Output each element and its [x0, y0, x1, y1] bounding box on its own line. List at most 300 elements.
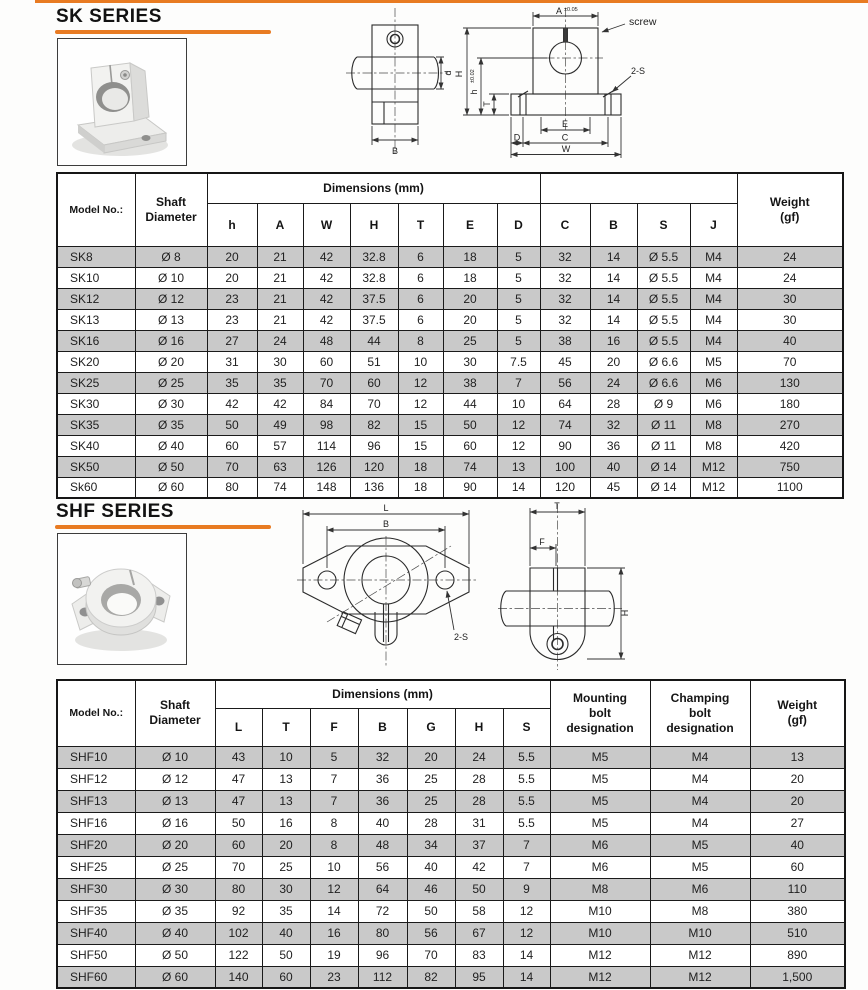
value-cell: 67 — [455, 922, 503, 944]
value-cell: 120 — [540, 477, 590, 498]
value-cell: 23 — [207, 288, 257, 309]
value-cell: 60 — [303, 351, 350, 372]
value-cell: M4 — [690, 246, 737, 267]
value-cell: M4 — [650, 746, 750, 768]
value-cell: 42 — [257, 393, 303, 414]
value-cell: 72 — [358, 900, 407, 922]
value-cell: M12 — [690, 477, 737, 498]
value-cell: 56 — [407, 922, 455, 944]
shf-table-body — [57, 746, 845, 988]
sk-col-j: J — [690, 203, 737, 246]
value-cell: 60 — [443, 435, 497, 456]
model-cell: SK50 — [57, 456, 135, 477]
value-cell: M12 — [690, 456, 737, 477]
value-cell: 42 — [455, 856, 503, 878]
shf-dim-l-label: L — [383, 503, 389, 513]
value-cell: 16 — [310, 922, 358, 944]
value-cell: 510 — [750, 922, 845, 944]
value-cell: 24 — [737, 246, 843, 267]
value-cell: Ø 50 — [135, 456, 207, 477]
table-row — [57, 246, 843, 267]
value-cell: 25 — [407, 768, 455, 790]
shaft-line2: Diameter — [145, 209, 197, 224]
value-cell: 90 — [443, 477, 497, 498]
table-row — [57, 790, 845, 812]
value-cell: 1100 — [737, 477, 843, 498]
value-cell: 20 — [443, 309, 497, 330]
value-cell: 180 — [737, 393, 843, 414]
sk-col-group-dimensions: Dimensions (mm) — [207, 173, 540, 203]
model-cell: SK20 — [57, 351, 135, 372]
value-cell: 45 — [540, 351, 590, 372]
value-cell: 14 — [310, 900, 358, 922]
value-cell: 28 — [455, 768, 503, 790]
value-cell: 50 — [407, 900, 455, 922]
value-cell: Ø 5.5 — [637, 288, 690, 309]
value-cell: 5 — [497, 330, 540, 351]
value-cell: 47 — [215, 790, 262, 812]
shaft-line1: Shaft — [156, 194, 186, 209]
table-row — [57, 477, 843, 498]
shf-dim-t-label: T — [554, 501, 560, 511]
value-cell: 7 — [310, 768, 358, 790]
table-row — [57, 435, 843, 456]
value-cell: 20 — [207, 267, 257, 288]
value-cell: M6 — [550, 856, 650, 878]
value-cell: 24 — [257, 330, 303, 351]
value-cell: 32 — [540, 288, 590, 309]
model-cell: SK40 — [57, 435, 135, 456]
value-cell: 27 — [750, 812, 845, 834]
value-cell: 50 — [443, 414, 497, 435]
value-cell: 31 — [455, 812, 503, 834]
table-row — [57, 878, 845, 900]
value-cell: 32 — [590, 414, 637, 435]
model-cell: SHF60 — [57, 966, 135, 988]
value-cell: 40 — [750, 834, 845, 856]
model-cell: SHF50 — [57, 944, 135, 966]
value-cell: Ø 13 — [135, 309, 207, 330]
sk-table-body — [57, 246, 843, 498]
value-cell: 70 — [350, 393, 398, 414]
shf-col-header-shaft — [135, 680, 215, 746]
value-cell: 112 — [358, 966, 407, 988]
value-cell: 7 — [503, 834, 550, 856]
value-cell: 18 — [398, 477, 443, 498]
sk-product-photo — [57, 38, 187, 166]
value-cell: 70 — [407, 944, 455, 966]
table-row — [57, 414, 843, 435]
value-cell: 36 — [358, 768, 407, 790]
value-cell: 64 — [358, 878, 407, 900]
value-cell: M8 — [550, 878, 650, 900]
value-cell: 74 — [443, 456, 497, 477]
value-cell: 12 — [497, 414, 540, 435]
value-cell: 46 — [407, 878, 455, 900]
sk-dim-dd-label: D — [513, 132, 521, 143]
value-cell: 12 — [503, 922, 550, 944]
value-cell: Ø 14 — [637, 477, 690, 498]
sk-col-group-extra — [540, 173, 737, 203]
shf-col-header-model: Model No.: — [57, 680, 135, 746]
sk-side-view-drawing — [338, 6, 462, 160]
value-cell: M5 — [690, 351, 737, 372]
sk-col-d: D — [497, 203, 540, 246]
value-cell: 14 — [590, 267, 637, 288]
value-cell: M6 — [650, 878, 750, 900]
model-cell: Sk60 — [57, 477, 135, 498]
sk-col-w: W — [303, 203, 350, 246]
value-cell: 15 — [398, 435, 443, 456]
value-cell: 64 — [540, 393, 590, 414]
value-cell: 20 — [590, 351, 637, 372]
shf-col-g: G — [407, 708, 455, 746]
value-cell: M12 — [650, 944, 750, 966]
value-cell: 148 — [303, 477, 350, 498]
value-cell: 57 — [257, 435, 303, 456]
value-cell: Ø 11 — [637, 414, 690, 435]
value-cell: 82 — [350, 414, 398, 435]
value-cell: M10 — [550, 922, 650, 944]
value-cell: 890 — [750, 944, 845, 966]
value-cell: 32 — [540, 267, 590, 288]
value-cell: 82 — [407, 966, 455, 988]
value-cell: 40 — [590, 456, 637, 477]
shf-section-title: SHF SERIES — [56, 501, 174, 522]
value-cell: 20 — [262, 834, 310, 856]
shf-table — [56, 679, 846, 989]
value-cell: 44 — [350, 330, 398, 351]
value-cell: 7 — [497, 372, 540, 393]
weight-line1: Weight — [769, 194, 810, 209]
shf-col-l: L — [215, 708, 262, 746]
value-cell: 270 — [737, 414, 843, 435]
sk-dim-c-label: C — [561, 132, 569, 143]
value-cell: M8 — [690, 435, 737, 456]
value-cell: 18 — [443, 267, 497, 288]
value-cell: 32 — [358, 746, 407, 768]
value-cell: 50 — [455, 878, 503, 900]
value-cell: 15 — [398, 414, 443, 435]
value-cell: 21 — [257, 288, 303, 309]
value-cell: 10 — [398, 351, 443, 372]
value-cell: 47 — [215, 768, 262, 790]
value-cell: 25 — [407, 790, 455, 812]
value-cell: 140 — [215, 966, 262, 988]
champing-line2: bolt — [689, 705, 711, 720]
model-cell: SK10 — [57, 267, 135, 288]
value-cell: 38 — [540, 330, 590, 351]
table-row — [57, 834, 845, 856]
table-row — [57, 768, 845, 790]
value-cell: M8 — [690, 414, 737, 435]
value-cell: 60 — [262, 966, 310, 988]
shf-side-geometry — [498, 504, 625, 670]
value-cell: Ø 40 — [135, 435, 207, 456]
model-cell: SK35 — [57, 414, 135, 435]
table-row — [57, 746, 845, 768]
value-cell: Ø 5.5 — [637, 267, 690, 288]
value-cell: 60 — [350, 372, 398, 393]
sk-dim-b-label: B — [391, 146, 399, 156]
value-cell: M12 — [550, 944, 650, 966]
shf-product-photo — [57, 533, 187, 665]
value-cell: Ø 40 — [135, 922, 215, 944]
value-cell: 98 — [303, 414, 350, 435]
value-cell: M5 — [650, 834, 750, 856]
value-cell: 80 — [215, 878, 262, 900]
value-cell: M6 — [550, 834, 650, 856]
value-cell: Ø 25 — [135, 372, 207, 393]
value-cell: M4 — [650, 790, 750, 812]
value-cell: 42 — [303, 267, 350, 288]
model-cell: SK8 — [57, 246, 135, 267]
table-row — [57, 351, 843, 372]
table-row — [57, 922, 845, 944]
value-cell: 63 — [257, 456, 303, 477]
value-cell: 42 — [303, 288, 350, 309]
value-cell: 10 — [497, 393, 540, 414]
model-cell: SHF16 — [57, 812, 135, 834]
table-row — [57, 309, 843, 330]
value-cell: 74 — [540, 414, 590, 435]
value-cell: 40 — [407, 856, 455, 878]
value-cell: Ø 11 — [637, 435, 690, 456]
value-cell: Ø 60 — [135, 477, 207, 498]
value-cell: 49 — [257, 414, 303, 435]
table-row — [57, 267, 843, 288]
value-cell: 102 — [215, 922, 262, 944]
value-cell: 12 — [398, 372, 443, 393]
value-cell: 50 — [262, 944, 310, 966]
value-cell: 6 — [398, 309, 443, 330]
model-cell: SHF13 — [57, 790, 135, 812]
value-cell: Ø 30 — [135, 878, 215, 900]
value-cell: 19 — [310, 944, 358, 966]
model-cell: SHF30 — [57, 878, 135, 900]
value-cell: 6 — [398, 246, 443, 267]
champing-line1: Champing — [670, 690, 730, 705]
value-cell: 58 — [455, 900, 503, 922]
shf-photo-shapes — [72, 569, 170, 651]
sk-col-s: S — [637, 203, 690, 246]
value-cell: Ø 12 — [135, 288, 207, 309]
model-cell: SK25 — [57, 372, 135, 393]
model-cell: SHF20 — [57, 834, 135, 856]
shf-col-header-champing — [650, 680, 750, 746]
table-row — [57, 288, 843, 309]
value-cell: Ø 20 — [135, 351, 207, 372]
value-cell: 60 — [207, 435, 257, 456]
value-cell: M6 — [690, 393, 737, 414]
value-cell: 380 — [750, 900, 845, 922]
value-cell: 35 — [207, 372, 257, 393]
value-cell: 23 — [310, 966, 358, 988]
table-row — [57, 944, 845, 966]
sk-col-h: h — [207, 203, 257, 246]
value-cell: 60 — [750, 856, 845, 878]
table-row — [57, 812, 845, 834]
value-cell: Ø 60 — [135, 966, 215, 988]
value-cell: 42 — [303, 309, 350, 330]
value-cell: 25 — [443, 330, 497, 351]
value-cell: 24 — [455, 746, 503, 768]
value-cell: 38 — [443, 372, 497, 393]
table-row — [57, 966, 845, 988]
value-cell: M4 — [690, 309, 737, 330]
sk-dim-h-label: h — [469, 89, 479, 95]
value-cell: Ø 16 — [135, 812, 215, 834]
shf-col-t: T — [262, 708, 310, 746]
value-cell: M5 — [550, 812, 650, 834]
value-cell: 20 — [750, 790, 845, 812]
value-cell: M12 — [550, 966, 650, 988]
value-cell: 5.5 — [503, 746, 550, 768]
value-cell: Ø 30 — [135, 393, 207, 414]
value-cell: 7 — [310, 790, 358, 812]
value-cell: 14 — [590, 309, 637, 330]
value-cell: 80 — [207, 477, 257, 498]
sk-dim-t-label: T — [482, 101, 492, 107]
value-cell: Ø 16 — [135, 330, 207, 351]
value-cell: 10 — [262, 746, 310, 768]
value-cell: Ø 35 — [135, 414, 207, 435]
value-cell: 37 — [455, 834, 503, 856]
sk-dim-hcap-label: H — [454, 70, 464, 78]
value-cell: 5 — [497, 246, 540, 267]
value-cell: 51 — [350, 351, 398, 372]
sk-title-underline — [55, 30, 271, 34]
value-cell: 24 — [737, 267, 843, 288]
value-cell: 12 — [398, 393, 443, 414]
value-cell: M5 — [550, 768, 650, 790]
value-cell: 70 — [737, 351, 843, 372]
model-cell: SHF25 — [57, 856, 135, 878]
value-cell: 30 — [737, 309, 843, 330]
value-cell: 13 — [262, 768, 310, 790]
value-cell: 45 — [590, 477, 637, 498]
value-cell: 95 — [455, 966, 503, 988]
shf-col-group-dimensions: Dimensions (mm) — [215, 680, 550, 708]
weight-line2: (gf) — [787, 713, 807, 728]
champing-line3: designation — [666, 720, 734, 735]
value-cell: Ø 50 — [135, 944, 215, 966]
weight-line1: Weight — [777, 698, 818, 713]
shaft-line1: Shaft — [160, 698, 190, 713]
shaft-line2: Diameter — [149, 713, 201, 728]
value-cell: M5 — [650, 856, 750, 878]
model-cell: SK16 — [57, 330, 135, 351]
model-cell: SHF10 — [57, 746, 135, 768]
value-cell: M4 — [650, 768, 750, 790]
value-cell: 30 — [737, 288, 843, 309]
sk-side-geometry — [346, 8, 448, 154]
shf-col-f: F — [310, 708, 358, 746]
model-cell: SK30 — [57, 393, 135, 414]
value-cell: 12 — [310, 878, 358, 900]
value-cell: 16 — [590, 330, 637, 351]
value-cell: 32.8 — [350, 246, 398, 267]
model-cell: SK13 — [57, 309, 135, 330]
value-cell: 750 — [737, 456, 843, 477]
value-cell: 40 — [358, 812, 407, 834]
value-cell: 20 — [207, 246, 257, 267]
value-cell: M5 — [550, 746, 650, 768]
value-cell: 120 — [350, 456, 398, 477]
value-cell: 14 — [503, 944, 550, 966]
value-cell: 42 — [303, 246, 350, 267]
value-cell: 100 — [540, 456, 590, 477]
value-cell: 6 — [398, 267, 443, 288]
value-cell: Ø 12 — [135, 768, 215, 790]
value-cell: 30 — [262, 878, 310, 900]
shf-dim-f-label: F — [539, 537, 545, 547]
sk-front-geometry — [463, 8, 631, 158]
value-cell: 32 — [540, 309, 590, 330]
table-row — [57, 330, 843, 351]
value-cell: Ø 20 — [135, 834, 215, 856]
value-cell: M5 — [550, 790, 650, 812]
sk-col-header-shaft — [135, 173, 207, 246]
shf-col-s: S — [503, 708, 550, 746]
sk-col-b: B — [590, 203, 637, 246]
value-cell: 56 — [358, 856, 407, 878]
sk-table — [56, 172, 844, 499]
table-row — [57, 856, 845, 878]
value-cell: 25 — [262, 856, 310, 878]
sk-dim-a-label: A — [555, 6, 563, 16]
value-cell: 48 — [358, 834, 407, 856]
sk-dim-w-label: W — [561, 144, 571, 154]
value-cell: 420 — [737, 435, 843, 456]
table-row — [57, 372, 843, 393]
model-cell: SK12 — [57, 288, 135, 309]
value-cell: 8 — [310, 834, 358, 856]
shf-col-b: B — [358, 708, 407, 746]
value-cell: Ø 13 — [135, 790, 215, 812]
table-row — [57, 900, 845, 922]
sk-2s-label: 2-S — [630, 66, 646, 76]
sk-front-view-drawing — [453, 2, 670, 168]
value-cell: Ø 10 — [135, 746, 215, 768]
sk-dim-a-tolerance: ±0.05 — [564, 7, 578, 13]
value-cell: M8 — [650, 900, 750, 922]
sk-product-photo-image — [58, 39, 184, 163]
value-cell: 9 — [503, 878, 550, 900]
value-cell: 122 — [215, 944, 262, 966]
value-cell: 28 — [407, 812, 455, 834]
mounting-line3: designation — [566, 720, 634, 735]
model-cell: SHF40 — [57, 922, 135, 944]
value-cell: 21 — [257, 309, 303, 330]
value-cell: 36 — [358, 790, 407, 812]
value-cell: 7 — [503, 856, 550, 878]
model-cell: SHF12 — [57, 768, 135, 790]
value-cell: 34 — [407, 834, 455, 856]
value-cell: 14 — [590, 288, 637, 309]
value-cell: 20 — [443, 288, 497, 309]
sk-col-e: E — [443, 203, 497, 246]
value-cell: 40 — [262, 922, 310, 944]
shf-2s-label: 2-S — [453, 632, 469, 642]
value-cell: 70 — [303, 372, 350, 393]
value-cell: 21 — [257, 246, 303, 267]
value-cell: 18 — [443, 246, 497, 267]
sk-col-a: A — [257, 203, 303, 246]
value-cell: 74 — [257, 477, 303, 498]
value-cell: M6 — [690, 372, 737, 393]
value-cell: 5 — [497, 309, 540, 330]
